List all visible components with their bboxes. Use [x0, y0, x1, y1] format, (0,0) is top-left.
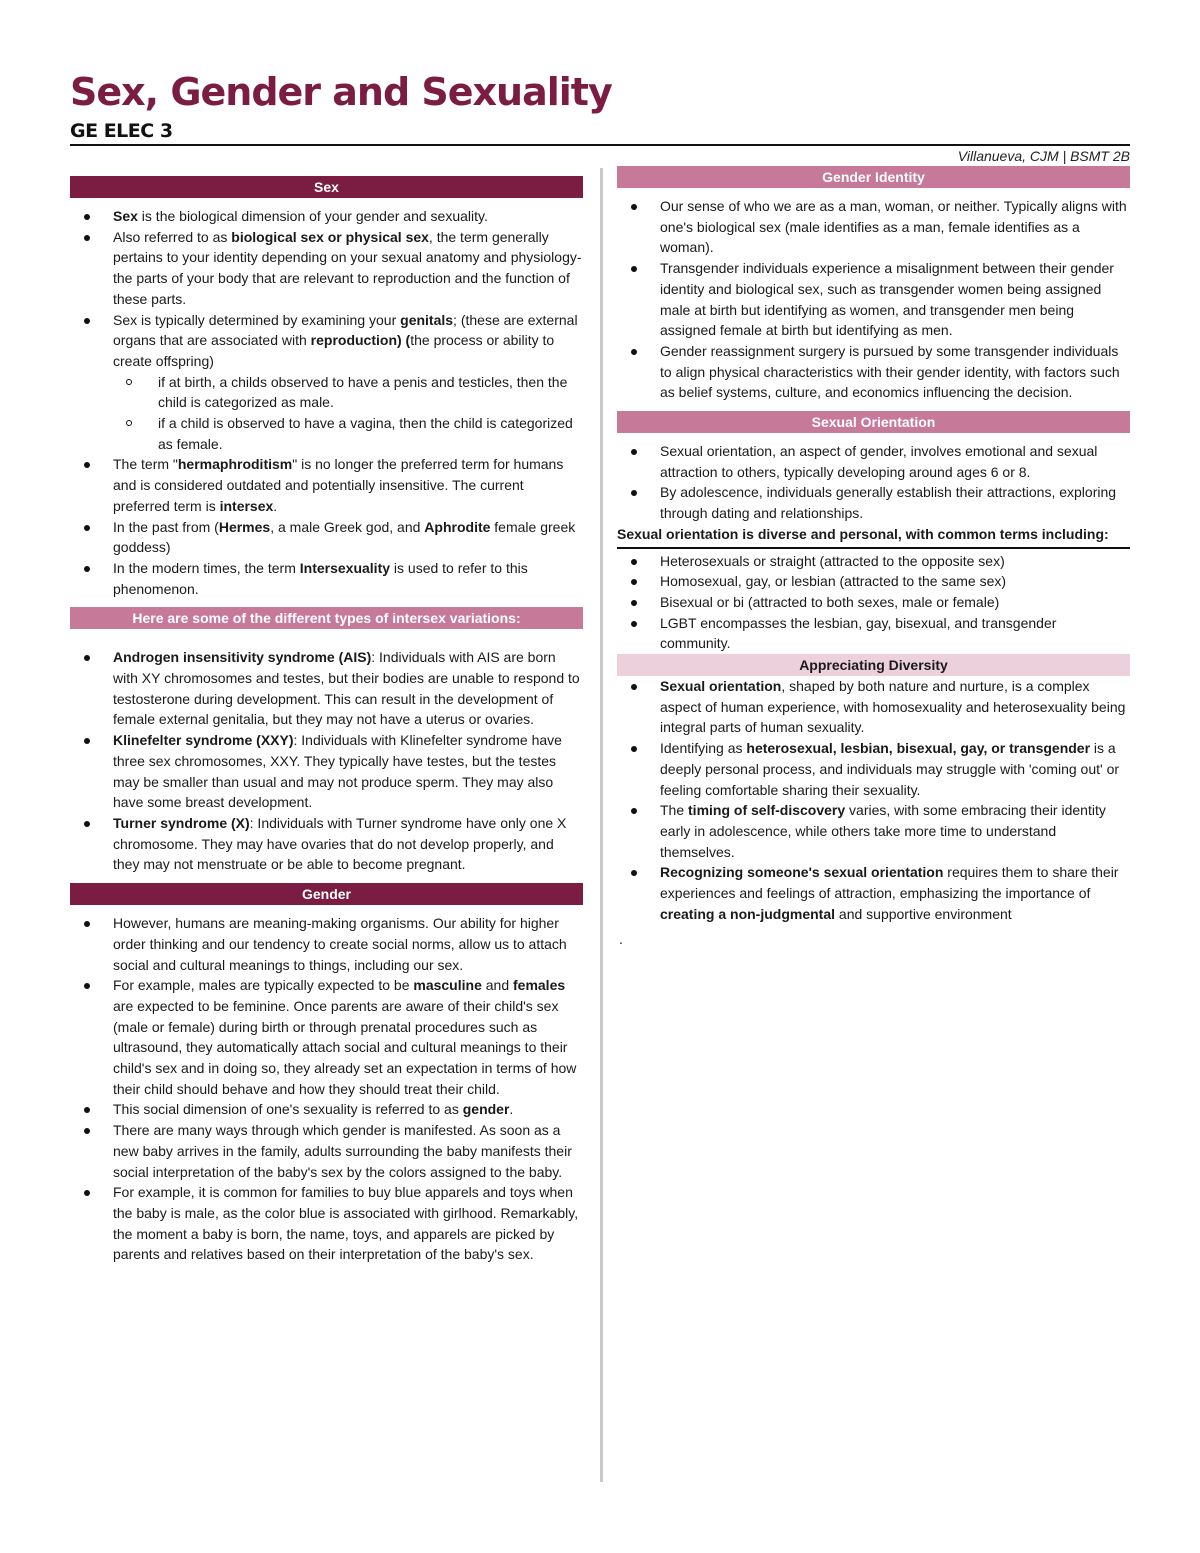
- list-item: Heterosexuals or straight (attracted to the opposite sex): [617, 551, 1130, 572]
- list-item: [70, 813, 583, 875]
- gender-identity-list: [617, 196, 1130, 403]
- item-text: are expected to be feminine. Once parents are aware of their child's sex (male or female) during birth or through prenatal procedures such as ultrasound, they automatically attach social and cultural meanings to their child's sex and in doing so, they already set an expectation in terms of how their child should behave and how they should treat their child.: [113, 997, 577, 1097]
- sex-list: [70, 206, 583, 599]
- title-rule: [70, 144, 1130, 146]
- intersex-list: [70, 647, 583, 875]
- column-divider: [600, 168, 603, 1482]
- list-item: [70, 454, 583, 516]
- list-item: Bisexual or bi (attracted to both sexes, male or female): [617, 592, 1130, 613]
- item-text: , a male Greek god, and: [270, 518, 425, 535]
- list-item: [617, 676, 1130, 738]
- sub-list-item: if at birth, a childs observed to have a penis and testicles, then the child is categorized as male.: [113, 372, 583, 413]
- section-header-sexual-orientation: Sexual Orientation: [617, 411, 1130, 433]
- term-bold: heterosexual, lesbian, bisexual, gay, or transgender: [746, 740, 1091, 757]
- list-item: By adolescence, individuals generally establish their attractions, exploring through dating and relationships.: [617, 482, 1130, 523]
- term-bold: Turner syndrome (X): [113, 814, 250, 831]
- term-bold: gender: [462, 1101, 510, 1118]
- item-text: In the modern times, the term: [113, 559, 300, 576]
- item-text: , the term generally pertains to your identity depending on your sexual anatomy and physiology- the parts of your body that are relevant to reproduction and the function of these parts.: [113, 228, 582, 307]
- term-bold: Sexual orientation: [660, 678, 782, 695]
- term-bold: females: [513, 977, 566, 994]
- term-bold: Intersexuality: [299, 559, 391, 576]
- left-column: [70, 176, 583, 1265]
- sub-list: [113, 372, 583, 455]
- item-text: the process or ability to create offspring): [113, 332, 555, 369]
- section-header-gender-identity: Gender Identity: [617, 166, 1130, 188]
- list-item: Transgender individuals experience a misalignment between their gender identity and biological sex, such as transgender women being assigned male at birth but identifying as women, and transgender men being assigned female at birth but identifying as men.: [617, 258, 1130, 341]
- item-text: : Individuals with Klinefelter syndrome have three sex chromosomes, XXY. They typically have testes, but the testes may be smaller than usual and may not produce sperm. They may also have some breast development.: [113, 732, 562, 811]
- orientation-subheading: Sexual orientation is diverse and personal, with common terms including:: [617, 524, 1130, 549]
- list-item: Gender reassignment surgery is pursued by some transgender individuals to align physical characteristics with their gender identity, with factors such as belief systems, culture, and economics influencing the decision.: [617, 341, 1130, 403]
- sub-list-item: if a child is observed to have a vagina, then the child is categorized as female.: [113, 413, 583, 454]
- term-bold: Aphrodite: [424, 518, 491, 535]
- item-text: .: [509, 1101, 514, 1118]
- item-text: This social dimension of one's sexuality is referred to as: [113, 1101, 463, 1118]
- item-text: : Individuals with Turner syndrome have only one X chromosome. They may have ovaries that do not develop properly, and they may not menstruate or be able to become pregnant.: [113, 814, 567, 873]
- section-header-appreciating-diversity: Appreciating Diversity: [617, 654, 1130, 676]
- item-text: female greek goddess): [113, 518, 576, 556]
- term-bold: Hermes: [218, 518, 271, 535]
- item-text: , shaped by both nature and nurture, is a complex aspect of human experience, with homosexuality and heterosexuality being integral parts of human sexuality.: [660, 678, 1126, 736]
- term-bold: Androgen insensitivity syndrome (AIS): [113, 649, 372, 666]
- list-item: Homosexual, gay, or lesbian (attracted to the same sex): [617, 571, 1130, 592]
- term-bold: genitals: [400, 311, 454, 328]
- item-text: is the biological dimension of your gender and sexuality.: [137, 208, 488, 224]
- list-item: [617, 862, 1130, 924]
- list-item: [617, 800, 1130, 862]
- list-item: However, humans are meaning-making organisms. Our ability for higher order thinking and our tendency to create social norms, allow us to attach social and cultural meanings to things, including our sex.: [70, 913, 583, 975]
- right-column: [617, 166, 1130, 949]
- list-item: [70, 558, 583, 599]
- item-text: and: [481, 977, 513, 994]
- term-bold: hermaphroditism: [177, 456, 293, 473]
- item-text: In the past from (: [113, 518, 219, 535]
- item-text: requires them to share their experiences and feelings of attraction, emphasizing the importance of: [660, 864, 1119, 902]
- trailing-period: .: [619, 930, 623, 947]
- list-item: [70, 975, 583, 1099]
- item-text: For example, males are typically expected to be: [113, 977, 414, 994]
- section-header-intersex: Here are some of the different types of intersex variations:: [70, 607, 583, 629]
- author-line: Villanueva, CJM | BSMT 2B: [957, 148, 1130, 164]
- item-text: is a deeply personal process, and individuals may struggle with 'coming out' or feeling comfortable sharing their sexuality.: [660, 740, 1120, 798]
- list-item: For example, it is common for families to buy blue apparels and toys when the baby is male, as the color blue is associated with girlhood. Remarkably, the moment a baby is born, the name, toys, and apparels are picked by parents and relatives based on their interpretation of the baby's sex.: [70, 1182, 583, 1265]
- list-item: Sexual orientation, an aspect of gender, involves emotional and sexual attraction to others, typically developing around ages 6 or 8.: [617, 441, 1130, 482]
- term-bold: Recognizing someone's sexual orientation: [660, 864, 944, 881]
- term-bold: biological sex or physical sex: [231, 228, 429, 245]
- list-item: [70, 517, 583, 558]
- term-bold: masculine: [413, 977, 482, 994]
- section-header-sex: Sex: [70, 176, 583, 198]
- diversity-list: [617, 676, 1130, 924]
- item-text: The term ": [113, 456, 178, 473]
- term-bold: intersex: [219, 497, 274, 514]
- term-bold: Sex: [113, 208, 138, 224]
- item-text: ; (these are external organs that are associated with: [113, 311, 578, 349]
- term-bold: reproduction) (: [310, 332, 411, 349]
- item-text: Also referred to as: [113, 228, 232, 245]
- list-item: [617, 738, 1130, 800]
- term-bold: creating a non-judgmental: [660, 905, 836, 922]
- item-text: Sex is typically determined by examining your: [113, 311, 401, 328]
- term-bold: Klinefelter syndrome (XXY): [113, 732, 294, 749]
- list-item: Our sense of who we are as a man, woman, or neither. Typically aligns with one's biological sex (male identifies as a man, female identifies as a woman).: [617, 196, 1130, 258]
- item-text: and supportive environment: [835, 905, 1012, 922]
- section-header-gender: Gender: [70, 883, 583, 905]
- list-item: There are many ways through which gender is manifested. As soon as a new baby arrives in the family, adults surrounding the baby manifests their social interpretation of the baby's sex by the colors assigned to the baby.: [70, 1120, 583, 1182]
- term-bold: timing of self-discovery: [688, 802, 846, 819]
- item-text: : Individuals with AIS are born with XY chromosomes and testes, but their bodies are unable to respond to testosterone during development. This can result in the development of female external genitalia, but they may not have a uterus or ovaries.: [113, 649, 580, 728]
- list-item: [70, 310, 583, 455]
- gender-list: [70, 913, 583, 1265]
- item-text: The: [660, 802, 689, 819]
- document-title: Sex, Gender and Sexuality: [70, 70, 612, 114]
- item-text: .: [273, 497, 278, 514]
- list-item: [70, 730, 583, 813]
- course-code: GE ELEC 3: [70, 120, 173, 142]
- orientation-terms-list: [617, 551, 1130, 655]
- orientation-list: [617, 441, 1130, 524]
- list-item: [70, 647, 583, 730]
- list-item: [70, 206, 583, 227]
- list-item: LGBT encompasses the lesbian, gay, bisexual, and transgender community.: [617, 613, 1130, 654]
- item-text: varies, with some embracing their identity early in adolescence, while others take more time to understand themselves.: [660, 802, 1106, 860]
- list-item: [70, 227, 583, 310]
- item-text: Identifying as: [660, 740, 747, 757]
- item-text: is used to refer to this phenomenon.: [113, 559, 528, 597]
- item-text: " is no longer the preferred term for humans and is considered outdated and potentially insensitive. The current preferred term is: [113, 456, 564, 514]
- list-item: [70, 1099, 583, 1120]
